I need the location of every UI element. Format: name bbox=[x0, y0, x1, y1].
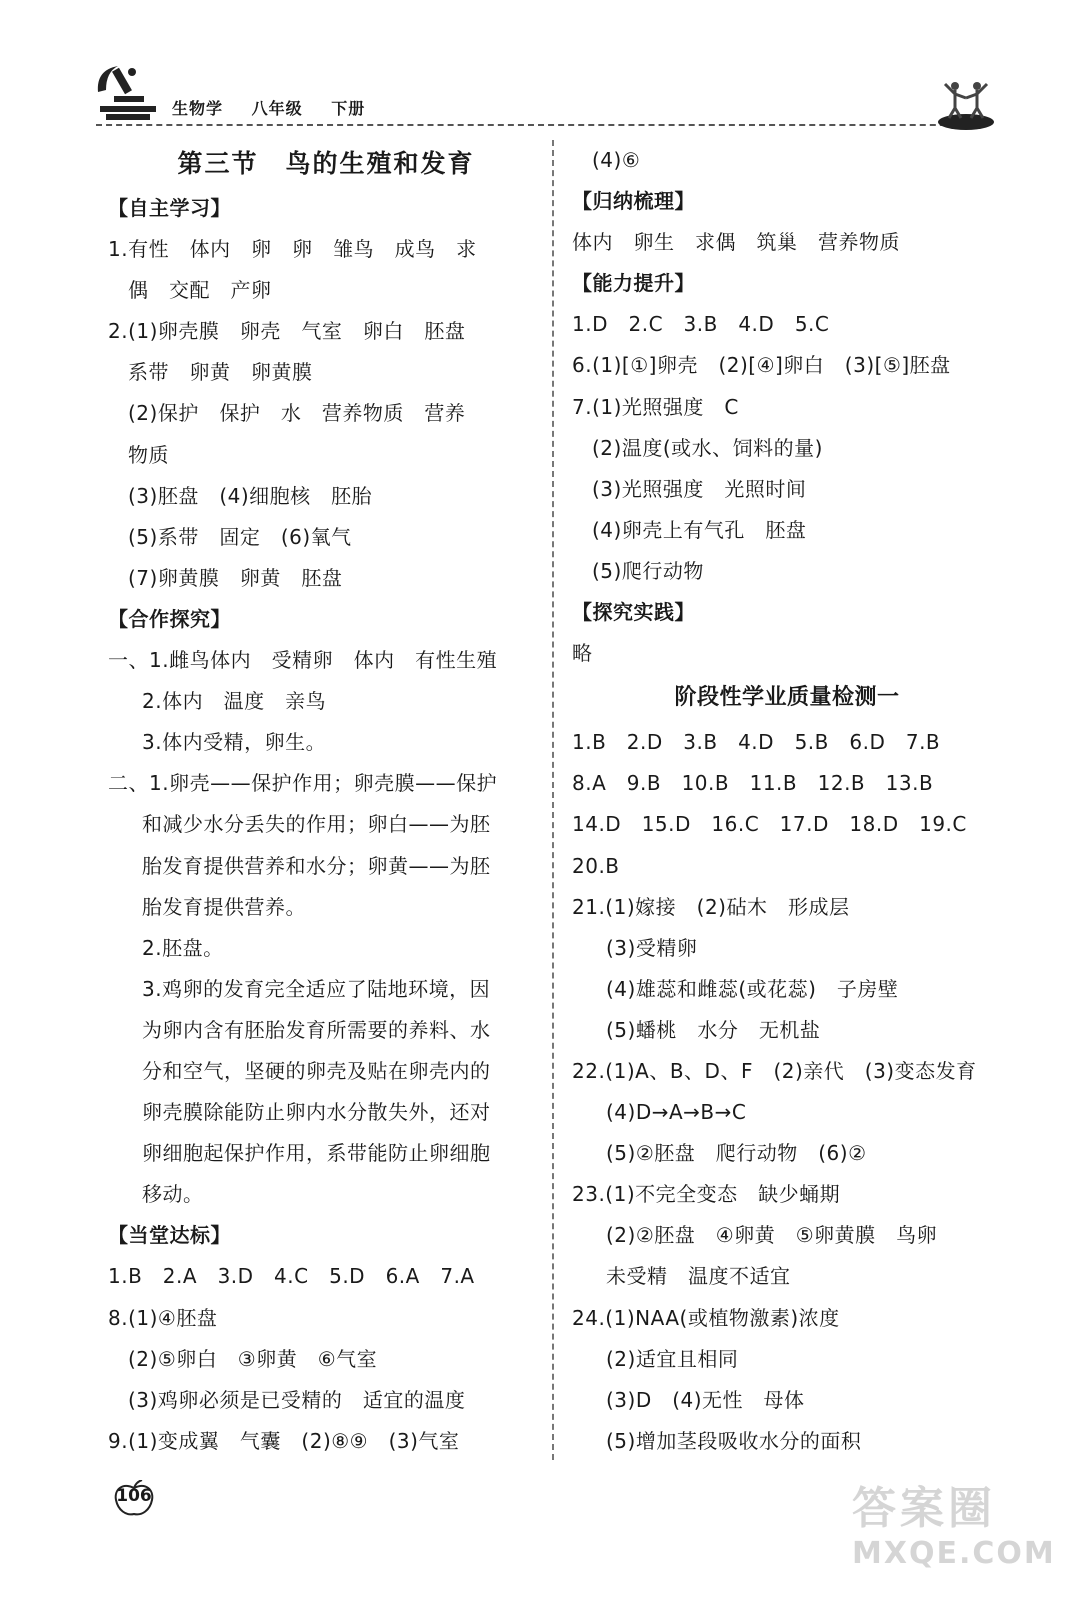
column-divider bbox=[552, 140, 554, 1460]
header-subject: 生物学 bbox=[172, 99, 224, 118]
answer-line: (4)D→A→B→C bbox=[606, 1100, 747, 1125]
answer-line: (4)雄蕊和雌蕊(或花蕊) 子房壁 bbox=[606, 976, 899, 1001]
header-volume: 下册 bbox=[331, 99, 366, 118]
page-number bbox=[112, 1480, 156, 1518]
answer-line: (4)卵壳上有气孔 胚盘 bbox=[592, 517, 807, 542]
answer-line: (5)系带 固定 (6)氧气 bbox=[128, 524, 352, 549]
answer-line: (2)温度(或水、饲料的量) bbox=[592, 435, 823, 460]
answer-line: 3.体内受精，卵生。 bbox=[142, 730, 327, 755]
answer-line: 8.(1)④胚盘 bbox=[108, 1305, 218, 1330]
answer-line: 8.A 9.B 10.B 11.B 12.B 13.B bbox=[572, 771, 934, 796]
answer-line: 系带 卵黄 卵黄膜 bbox=[128, 360, 313, 385]
answer-line: 24.(1)NAA(或植物激素)浓度 bbox=[572, 1305, 840, 1330]
section-heading: 【当堂达标】 bbox=[108, 1223, 231, 1248]
answer-line: 3.鸡卵的发育完全适应了陆地环境，因 bbox=[142, 976, 491, 1001]
section-title: 阶段性学业质量检测一 bbox=[674, 685, 900, 711]
answer-line: 1.B 2.A 3.D 4.C 5.D 6.A 7.A bbox=[108, 1264, 475, 1289]
answer-line: 9.(1)变成翼 气囊 (2)⑧⑨ (3)气室 bbox=[108, 1428, 460, 1453]
answer-line: (3)鸡卵必须是已受精的 适宜的温度 bbox=[128, 1387, 466, 1412]
answer-line: (5)增加茎段吸收水分的面积 bbox=[606, 1428, 862, 1453]
answer-line: 未受精 温度不适宜 bbox=[606, 1264, 791, 1289]
answer-line: 一、1.雌鸟体内 受精卵 体内 有性生殖 bbox=[108, 648, 498, 673]
section-title: 第三节 鸟的生殖和发育 bbox=[177, 149, 475, 178]
answer-line: (2)保护 保护 水 营养物质 营养 bbox=[128, 401, 466, 426]
left-column bbox=[108, 140, 544, 1462]
answer-line: (3)胚盘 (4)细胞核 胚胎 bbox=[128, 483, 373, 508]
answer-line: (2)⑤卵白 ③卵黄 ⑥气室 bbox=[128, 1346, 378, 1371]
answer-line: (3)受精卵 bbox=[606, 935, 698, 960]
answer-line: 略 bbox=[572, 641, 593, 666]
answer-line: 1.有性 体内 卵 卵 雏鸟 成鸟 求 bbox=[108, 237, 477, 262]
answer-line: 体内 卵生 求偶 筑巢 营养物质 bbox=[572, 230, 900, 255]
answer-line: 和减少水分丢失的作用；卵白——为胚 bbox=[142, 812, 491, 837]
answer-line: 20.B bbox=[572, 853, 620, 878]
answer-line: (3)光照强度 光照时间 bbox=[592, 476, 807, 501]
page-number-text: 106 bbox=[116, 1486, 152, 1506]
answer-line: (5)蟠桃 水分 无机盐 bbox=[606, 1017, 821, 1042]
answer-line: 物质 bbox=[128, 442, 169, 467]
page-header bbox=[0, 0, 1075, 160]
answer-line: (2)适宜且相同 bbox=[606, 1346, 739, 1371]
watermark bbox=[852, 1472, 1056, 1571]
header-rule bbox=[96, 124, 976, 126]
answer-line: 移动。 bbox=[142, 1182, 204, 1207]
answer-line: 卵壳膜除能防止卵内水分散失外，还对 bbox=[142, 1100, 491, 1125]
answer-line: 1.B 2.D 3.B 4.D 5.B 6.D 7.B bbox=[572, 730, 941, 755]
answer-line: 23.(1)不完全变态 缺少蛹期 bbox=[572, 1182, 841, 1207]
section-heading: 【能力提升】 bbox=[572, 271, 695, 296]
answer-line: 1.D 2.C 3.B 4.D 5.C bbox=[572, 312, 830, 337]
section-heading: 【探究实践】 bbox=[572, 600, 695, 625]
answer-line: 胎发育提供营养和水分；卵黄——为胚 bbox=[142, 853, 491, 878]
answer-line: 2.胚盘。 bbox=[142, 935, 224, 960]
answer-line: 21.(1)嫁接 (2)砧木 形成层 bbox=[572, 894, 850, 919]
section-heading: 【归纳梳理】 bbox=[572, 189, 695, 214]
answer-line: (2)②胚盘 ④卵黄 ⑤卵黄膜 鸟卵 bbox=[606, 1223, 938, 1248]
answer-line: (5)②胚盘 爬行动物 (6)② bbox=[606, 1141, 867, 1166]
header-title bbox=[172, 96, 387, 119]
answer-line: 胎发育提供营养。 bbox=[142, 894, 306, 919]
answer-line: 6.(1)[①]卵壳 (2)[④]卵白 (3)[⑤]胚盘 bbox=[572, 353, 951, 378]
answer-line: 卵细胞起保护作用，系带能防止卵细胞 bbox=[142, 1141, 491, 1166]
answer-line: 为卵内含有胚胎发育所需要的养料、水 bbox=[142, 1017, 491, 1042]
answer-line: 7.(1)光照强度 C bbox=[572, 394, 739, 419]
answer-line: 14.D 15.D 16.C 17.D 18.D 19.C bbox=[572, 812, 967, 837]
answer-line: 2.(1)卵壳膜 卵壳 气室 卵白 胚盘 bbox=[108, 319, 466, 344]
watermark-text: 答案圈 bbox=[852, 1483, 996, 1534]
section-heading: 【自主学习】 bbox=[108, 196, 231, 220]
answer-line: 偶 交配 产卵 bbox=[128, 278, 272, 303]
answer-line: (3)D (4)无性 母体 bbox=[606, 1387, 805, 1412]
answer-line: 二、1.卵壳——保护作用；卵壳膜——保护 bbox=[108, 771, 498, 796]
answer-line: (7)卵黄膜 卵黄 胚盘 bbox=[128, 565, 343, 590]
watermark-url: MXQE.COM bbox=[852, 1536, 1056, 1571]
header-grade: 八年级 bbox=[251, 99, 303, 118]
answer-line: 22.(1)A、B、D、F (2)亲代 (3)变态发育 bbox=[572, 1058, 977, 1083]
answer-line: 2.体内 温度 亲鸟 bbox=[142, 689, 327, 714]
answer-line: (4)⑥ bbox=[592, 148, 641, 172]
section-heading: 【合作探究】 bbox=[108, 606, 231, 631]
dancers-icon bbox=[935, 78, 997, 132]
answer-line: 分和空气，坚硬的卵壳及贴在卵壳内的 bbox=[142, 1058, 491, 1083]
right-column bbox=[572, 140, 1002, 1462]
microscope-icon bbox=[92, 62, 162, 124]
answer-line: (5)爬行动物 bbox=[592, 558, 704, 583]
